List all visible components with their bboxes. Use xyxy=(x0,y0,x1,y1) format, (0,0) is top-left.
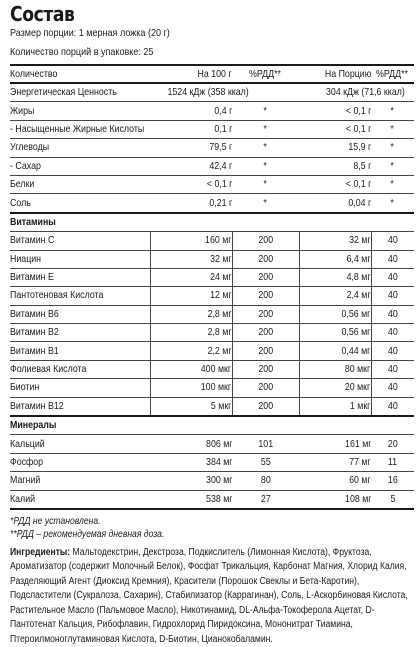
nutrient-name: Витамин Е xyxy=(10,268,150,286)
nutrient-name: Пантотеновая Кислота xyxy=(10,287,150,305)
table-row xyxy=(10,360,414,378)
table-header xyxy=(10,65,414,83)
nutrient-name: Кальций xyxy=(10,435,150,453)
page-title: Состав xyxy=(10,2,75,26)
rdd-per100: * xyxy=(232,194,299,213)
value-per-serving: 161 мг xyxy=(299,435,371,453)
table-row xyxy=(10,250,414,268)
rdd-per100: 80 xyxy=(232,472,299,490)
nutrient-name: Ниацин xyxy=(10,250,150,268)
table-row xyxy=(10,397,414,416)
nutrient-name: Углеводы xyxy=(10,139,150,157)
table-row xyxy=(10,490,414,509)
nutrient-name: Витамин С xyxy=(10,232,150,250)
value-per-serving: 108 мг xyxy=(299,490,371,509)
ingredients-label: Ингредиенты: xyxy=(10,546,71,558)
rdd-per-serving: 40 xyxy=(371,250,414,268)
value-per-serving: 0,44 мг xyxy=(299,342,371,360)
nutrient-name: Соль xyxy=(10,194,150,213)
value-per100: 160 мг xyxy=(150,232,232,250)
rdd-per100: 200 xyxy=(232,232,299,250)
nutrient-name: Калий xyxy=(10,490,150,509)
footnotes xyxy=(10,515,357,541)
value-per100: 79,5 г xyxy=(150,139,232,157)
col-header-per-serving: На Порцию xyxy=(299,65,371,83)
rdd-per100: 200 xyxy=(232,268,299,286)
value-per-serving: 2,4 мг xyxy=(299,287,371,305)
rdd-per100: 200 xyxy=(232,397,299,416)
rdd-per100: 200 xyxy=(232,360,299,378)
table-row xyxy=(10,305,414,323)
value-per100: < 0,1 г xyxy=(150,175,232,193)
rdd-per-serving: 20 xyxy=(371,435,414,453)
value-per-serving: 0,04 г xyxy=(299,194,371,213)
value-per100: 0,21 г xyxy=(150,194,232,213)
value-per-serving: 8,5 г xyxy=(299,157,371,175)
ingredients xyxy=(10,546,414,647)
rdd-per-serving: 40 xyxy=(371,360,414,378)
rdd-per100: 27 xyxy=(232,490,299,509)
rdd-per-serving: 40 xyxy=(371,287,414,305)
value-per100: 5 мкг xyxy=(150,397,232,416)
value-per-serving: 6,4 мг xyxy=(299,250,371,268)
value-per-serving: 80 мкг xyxy=(299,360,371,378)
servings-label: Количество порций в упаковке: xyxy=(10,46,141,58)
value-per100: 24 мг xyxy=(150,268,232,286)
table-row xyxy=(10,287,414,305)
rdd-per100: 101 xyxy=(232,435,299,453)
rdd-per-serving: * xyxy=(371,139,414,157)
section-minerals xyxy=(10,416,414,435)
value-per-serving: 0,56 мг xyxy=(299,324,371,342)
rdd-per100: 200 xyxy=(232,379,299,397)
rdd-per100: 200 xyxy=(232,250,299,268)
rdd-per100: * xyxy=(232,139,299,157)
rdd-per-serving: 40 xyxy=(371,342,414,360)
rdd-per-serving: 40 xyxy=(371,305,414,323)
table-row xyxy=(10,102,414,120)
rdd-per100: 55 xyxy=(232,453,299,471)
table-row xyxy=(10,379,414,397)
value-per100: 32 мг xyxy=(150,250,232,268)
value-per100: 0,4 г xyxy=(150,102,232,120)
value-per-serving: 15,9 г xyxy=(299,139,371,157)
value-per100: 12 мг xyxy=(150,287,232,305)
table-row xyxy=(10,120,414,138)
section-minerals-label: Минералы xyxy=(10,416,414,435)
energy-per-serving: 304 кДж (71,6 ккал) xyxy=(299,83,414,102)
table-row xyxy=(10,453,414,471)
value-per-serving: 32 мг xyxy=(299,232,371,250)
rdd-per100: 200 xyxy=(232,305,299,323)
footnote-rdd-not-set: *РДД не установлена. xyxy=(10,515,101,527)
value-per100: 42,4 г xyxy=(150,157,232,175)
table-row xyxy=(10,157,414,175)
rdd-per-serving: 40 xyxy=(371,268,414,286)
col-header-per100: На 100 г xyxy=(150,65,232,83)
nutrient-name: - Сахар xyxy=(10,157,150,175)
rdd-per100: * xyxy=(232,102,299,120)
table-row xyxy=(10,232,414,250)
serving-size: Размер порции: 1 мерная ложка (20 г) xyxy=(10,27,170,39)
nutrient-name: Витамин В6 xyxy=(10,305,150,323)
col-header-quantity: Количество xyxy=(10,65,150,83)
nutrition-table xyxy=(10,64,414,510)
nutrient-name: - Насыщенные Жирные Кислоты xyxy=(10,120,150,138)
value-per100: 300 мг xyxy=(150,472,232,490)
value-per-serving: 4,8 мг xyxy=(299,268,371,286)
rdd-per-serving: 5 xyxy=(371,490,414,509)
nutrient-name: Витамин В12 xyxy=(10,397,150,416)
value-per-serving: 20 мкг xyxy=(299,379,371,397)
value-per100: 100 мкг xyxy=(150,379,232,397)
nutrient-name: Фосфор xyxy=(10,453,150,471)
table-row xyxy=(10,472,414,490)
value-per-serving: < 0,1 г xyxy=(299,102,371,120)
rdd-per-serving: 40 xyxy=(371,232,414,250)
rdd-per-serving: * xyxy=(371,120,414,138)
rdd-per100: * xyxy=(232,157,299,175)
rdd-per100: * xyxy=(232,175,299,193)
table-row xyxy=(10,324,414,342)
rdd-per-serving: * xyxy=(371,157,414,175)
value-per100: 400 мкг xyxy=(150,360,232,378)
servings-per-package xyxy=(10,46,357,59)
nutrient-name: Витамин В1 xyxy=(10,342,150,360)
value-per100: 2,2 мг xyxy=(150,342,232,360)
value-per-serving: < 0,1 г xyxy=(299,175,371,193)
rdd-per100: 200 xyxy=(232,342,299,360)
table-row xyxy=(10,194,414,213)
rdd-per-serving: 16 xyxy=(371,472,414,490)
value-per100: 0,1 г xyxy=(150,120,232,138)
energy-per100: 1524 кДж (358 ккал) xyxy=(150,83,299,102)
energy-row xyxy=(10,83,414,102)
table-row xyxy=(10,268,414,286)
rdd-per-serving: * xyxy=(371,102,414,120)
col-header-rdd-serving: %РДД** xyxy=(371,65,414,83)
table-row xyxy=(10,342,414,360)
value-per-serving: < 0,1 г xyxy=(299,120,371,138)
nutrient-name: Жиры xyxy=(10,102,150,120)
rdd-per-serving: 40 xyxy=(371,379,414,397)
rdd-per100: * xyxy=(232,120,299,138)
col-header-rdd-per100: %РДД** xyxy=(232,65,299,83)
rdd-per100: 200 xyxy=(232,324,299,342)
nutrient-name: Фолиевая Кислота xyxy=(10,360,150,378)
value-per100: 806 мг xyxy=(150,435,232,453)
nutrient-name: Витамин В2 xyxy=(10,324,150,342)
nutrient-name: Биотин xyxy=(10,379,150,397)
section-vitamins xyxy=(10,213,414,232)
value-per-serving: 60 мг xyxy=(299,472,371,490)
rdd-per100: 200 xyxy=(232,287,299,305)
rdd-per-serving: * xyxy=(371,175,414,193)
rdd-per-serving: * xyxy=(371,194,414,213)
value-per-serving: 0,56 мг xyxy=(299,305,371,323)
energy-label: Энергетическая Ценность xyxy=(10,83,150,102)
value-per-serving: 1 мкг xyxy=(299,397,371,416)
rdd-per-serving: 40 xyxy=(371,397,414,416)
value-per100: 538 мг xyxy=(150,490,232,509)
servings-value: 25 xyxy=(143,46,154,58)
table-row xyxy=(10,139,414,157)
value-per100: 2,8 мг xyxy=(150,324,232,342)
value-per100: 2,8 мг xyxy=(150,305,232,323)
section-vitamins-label: Витамины xyxy=(10,213,414,232)
table-row xyxy=(10,435,414,453)
rdd-per-serving: 40 xyxy=(371,324,414,342)
rdd-per-serving: 11 xyxy=(371,453,414,471)
footnote-rdd-definition: **РДД – рекомендуемая дневная доза. xyxy=(10,528,165,540)
value-per-serving: 77 мг xyxy=(299,453,371,471)
ingredients-text: Мальтодекстрин, Декстроза, Подкислитель (Лимонная Кислота), Фруктоза, Ароматизатор (содержит Молочный Белок), Фосфат Трикальция, Карбонат Магния, Хлорид Калия, Разделяющий Агент (Диоксид Кремния), Красители (Порошок Свеклы и Бета-Каротин), Подсластители (Сукралоза, Сахарин), Стабилизатор (Каррагинан), Соль, L-Аскорбиновая Кислота, Растительное Масло (Пальмовое Масло), Никотинамид, DL-Альфа-Токоферола Ацетат, D-Пантотенат Кальция, Рибофлавин, Гидрохлорид Пиридоксина, Мононитрат Тиамина, Птероилмоноглутаминовая Кислота, D-Биотин, Цианокобаламин. xyxy=(10,546,408,645)
table-row xyxy=(10,175,414,193)
nutrient-name: Белки xyxy=(10,175,150,193)
nutrient-name: Магний xyxy=(10,472,150,490)
value-per100: 384 мг xyxy=(150,453,232,471)
